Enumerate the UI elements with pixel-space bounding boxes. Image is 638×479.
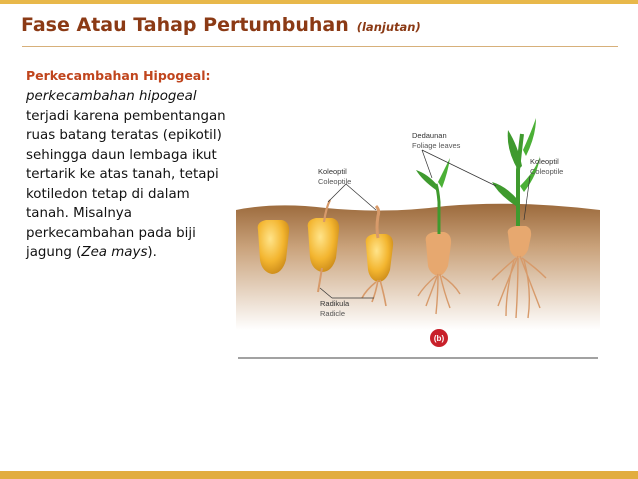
label-foliage: Foliage leaves xyxy=(412,141,461,150)
slide-header xyxy=(21,14,421,36)
hypogeal-germination-figure xyxy=(236,110,600,360)
description-block xyxy=(26,67,231,263)
slide-title: Fase Atau Tahap Pertumbuhan xyxy=(21,14,349,36)
description-text: terjadi karena pembentangan ruas batang teratas (epikotil) sehingga daun lembaga ikut tertarik ke atas tanah, tetapi kotiledon tetap di dalam tanah. Misalnya perkecambahan pada biji jagung ( xyxy=(26,108,226,260)
label-radicle: Radicle xyxy=(320,309,346,318)
description-paragraph xyxy=(26,87,231,263)
term-italic: perkecambahan hipogeal xyxy=(26,89,197,104)
label-coleoptile-right: Coleoptile xyxy=(530,167,564,176)
leader-koleoptil-left xyxy=(328,184,346,202)
label-koleoptil-left: Koleoptil xyxy=(318,167,347,176)
slide-subtitle: (lanjutan) xyxy=(356,20,421,34)
top-accent-bar xyxy=(0,0,638,4)
soil-surface xyxy=(236,204,600,330)
species-name: Zea mays xyxy=(81,245,148,260)
section-heading: Perkecambahan Hipogeal: xyxy=(26,68,211,83)
title-divider xyxy=(22,46,618,47)
leaf-5d xyxy=(523,118,536,156)
description-text-end: ). xyxy=(147,245,157,260)
leader-koleoptil-left-2 xyxy=(346,184,376,210)
label-radikula: Radikula xyxy=(320,299,350,308)
bottom-accent-bar xyxy=(0,471,638,479)
leaf-4a xyxy=(416,170,438,190)
figure-badge-label: (b) xyxy=(433,334,445,343)
label-koleoptil-right: Koleoptil xyxy=(530,157,559,166)
label-coleoptile-left: Coleoptile xyxy=(318,177,352,186)
leader-dedaunan-2 xyxy=(422,150,496,186)
label-dedaunan: Dedaunan xyxy=(412,131,447,140)
